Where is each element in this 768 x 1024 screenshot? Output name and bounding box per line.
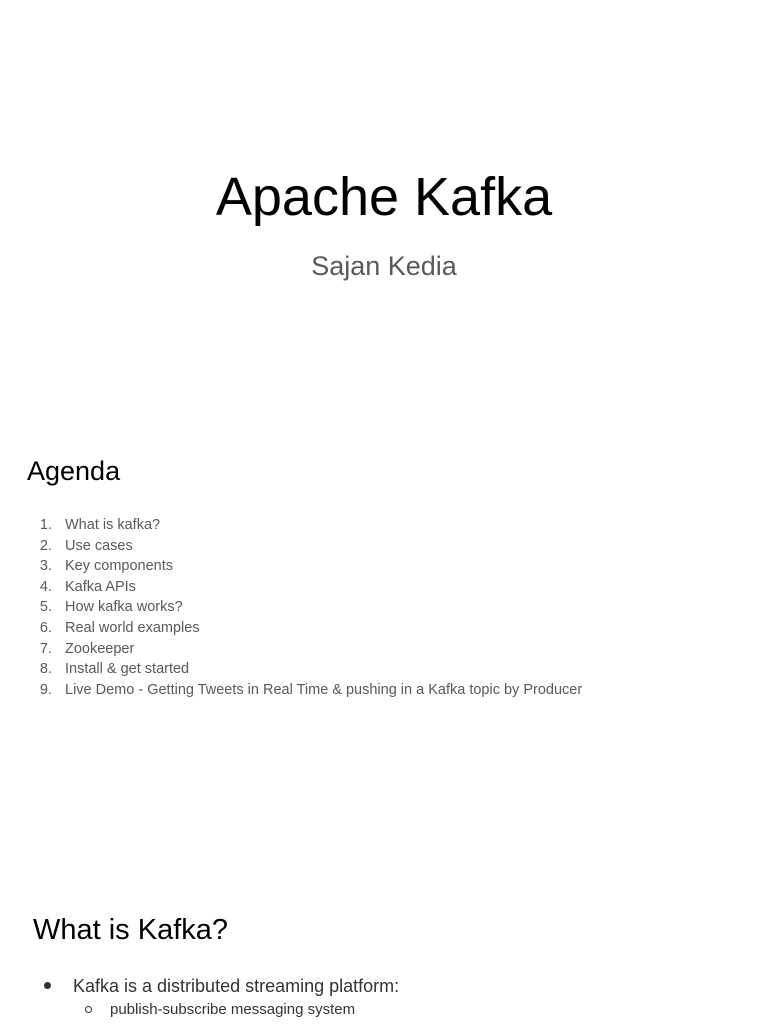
agenda-item-text: How kafka works? [65, 599, 183, 616]
agenda-item-number: 6. [39, 619, 52, 636]
agenda-item-number: 7. [39, 640, 52, 657]
agenda-item-number: 9. [39, 681, 52, 698]
agenda-item-number: 8. [39, 661, 52, 678]
agenda-item-number: 1. [39, 517, 52, 533]
agenda-item-text: Zookeeper [65, 640, 135, 657]
agenda-slide [0, 420, 768, 870]
agenda-item-number: 5. [39, 599, 52, 616]
bullet-dot-icon [44, 982, 51, 989]
what-is-kafka-heading: What is Kafka? [33, 914, 229, 946]
agenda-item-number: 3. [39, 558, 52, 575]
agenda-item-text: Key components [65, 558, 174, 575]
deck-subtitle: Sajan Kedia [311, 251, 457, 281]
agenda-item-number: 2. [39, 537, 52, 554]
agenda-item-text: What is kafka? [65, 517, 161, 533]
agenda-heading: Agenda [27, 456, 121, 486]
agenda-item-text: Use cases [65, 537, 133, 554]
agenda-item-text: Install & get started [65, 661, 190, 678]
agenda-item-text: Kafka APIs [65, 578, 136, 595]
title-slide [0, 0, 768, 420]
agenda-item-number: 4. [39, 578, 52, 595]
agenda-item-text: Real world examples [65, 619, 200, 636]
what-is-kafka-slide [0, 870, 768, 1024]
bullet-text: Kafka is a distributed streaming platform: [73, 976, 400, 996]
agenda-item-text: Live Demo - Getting Tweets in Real Time & pushing in a Kafka topic by Producer [65, 681, 583, 698]
sub-bullet-text: publish-subscribe messaging system [110, 1001, 356, 1018]
bullet-circle-icon [85, 1006, 92, 1013]
deck-title: Apache Kafka [215, 167, 553, 227]
